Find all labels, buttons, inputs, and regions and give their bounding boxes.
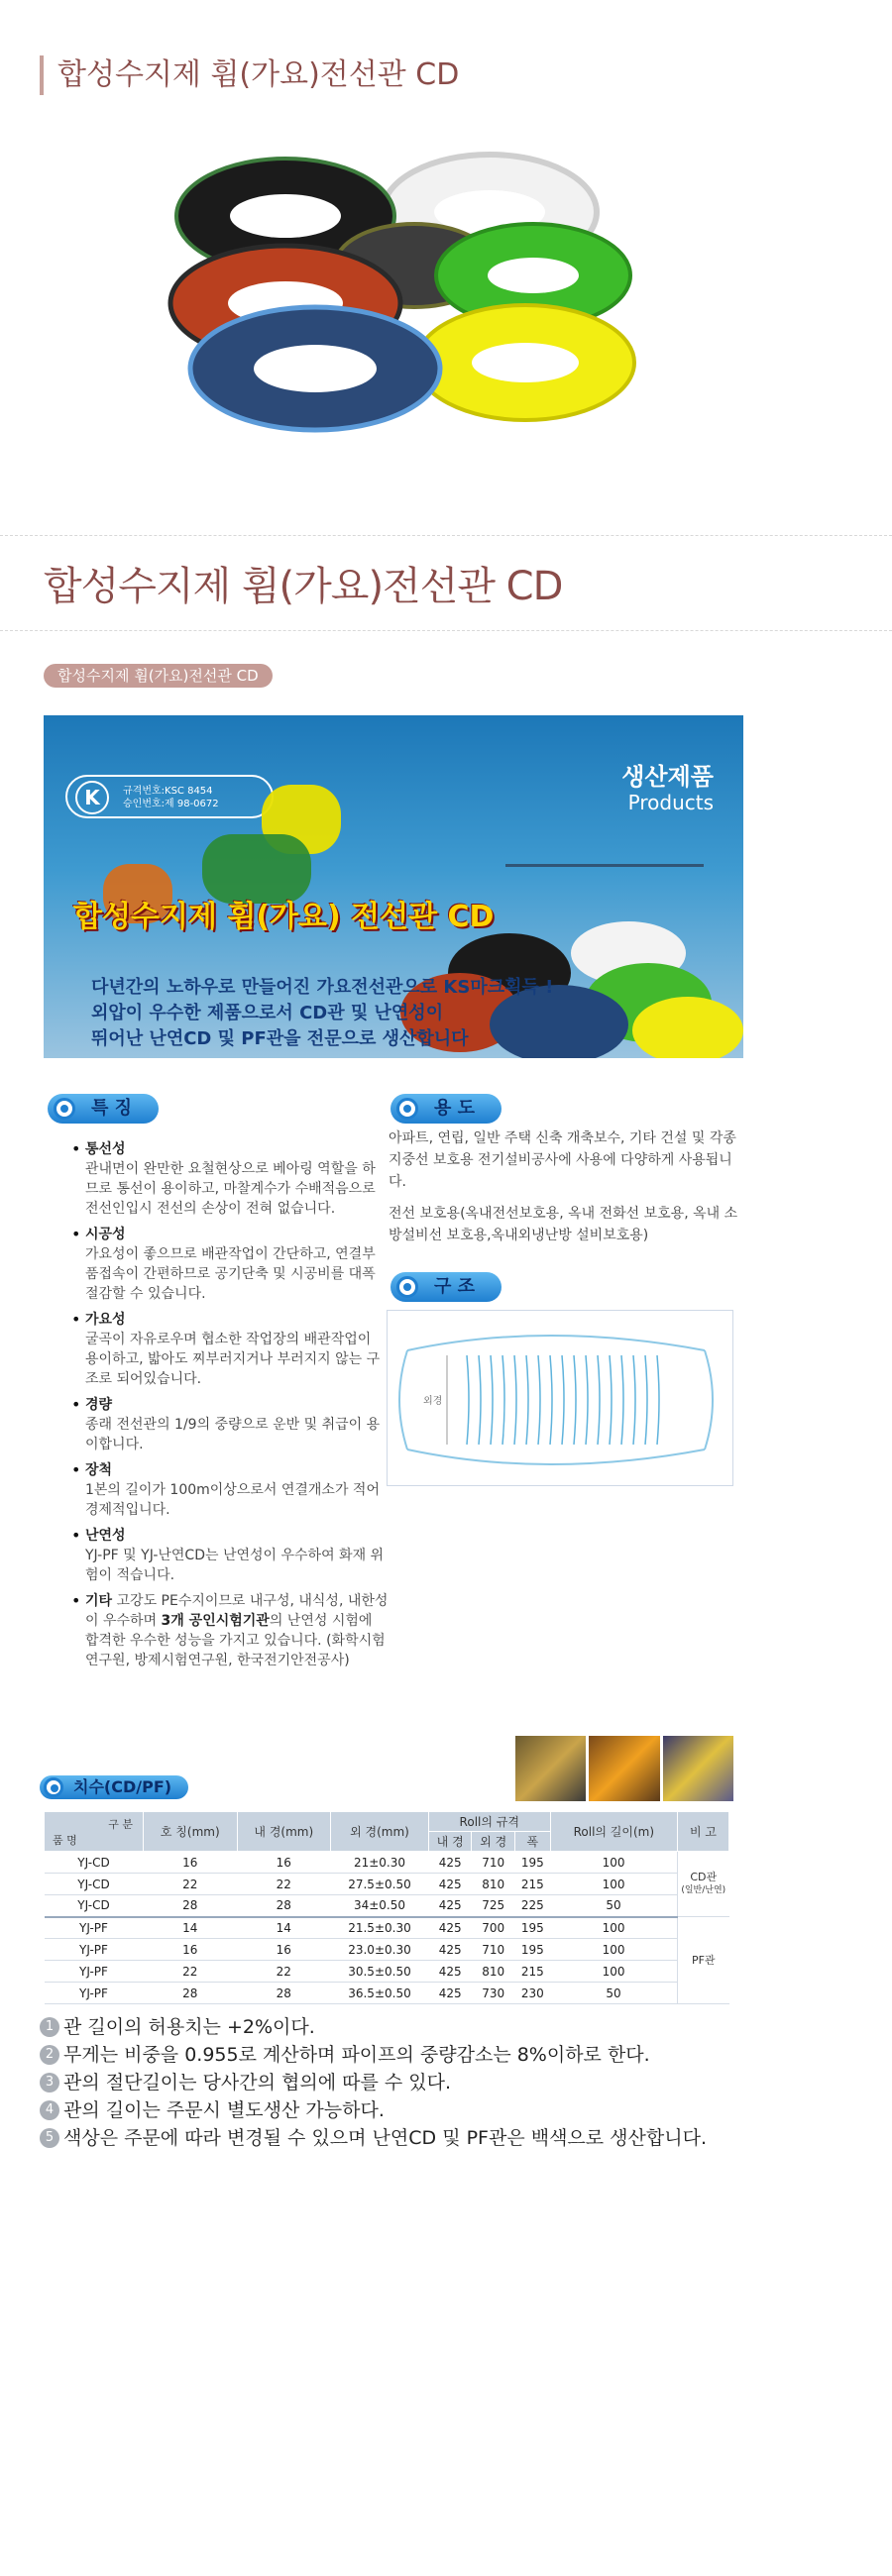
installation-photos <box>515 1736 733 1801</box>
column-header: 외 경(mm) <box>331 1812 429 1852</box>
usage-heading <box>390 1094 502 1124</box>
column-header: 외 경 <box>472 1832 515 1852</box>
banner-products-ko: 생산제품 <box>621 763 714 791</box>
list-item: • 기타 고강도 PE수지이므로 내구성, 내식성, 내한성이 우수하며 3개 공인시험기관의 난연성 시험에 합격한 우수한 성능을 가지고 있습니다. (화학시험연구원, 방제시험연구원, 한국전기안전공사) <box>71 1591 389 1670</box>
table-row: YJ-CD 16 16 21±0.30 425 710 195 100 CD관 (일반/난연) <box>45 1852 729 1874</box>
number-badge-icon: 3 <box>40 2073 59 2093</box>
note-item: 2 무게는 비중을 0.955로 계산하며 파이프의 중량감소는 8%이하로 한다. <box>40 2041 724 2069</box>
usage-text <box>389 1127 741 1256</box>
remark-pf: PF관 <box>678 1917 729 2004</box>
number-badge-icon: 5 <box>40 2128 59 2148</box>
column-header: Roll의 길이(m) <box>550 1812 677 1852</box>
structure-heading <box>390 1272 502 1302</box>
table-row: YJ-PF 22 22 30.5±0.50 425 810 215 100 <box>45 1961 729 1983</box>
banner-line: 다년간의 노하우로 만들어진 가요전선관으로 KS마크획득 ! <box>91 977 554 998</box>
features-heading <box>48 1094 159 1124</box>
column-header: 내 경(mm) <box>237 1812 331 1852</box>
banner-line: 외압이 우수한 제품으로서 CD관 및 난연성이 <box>91 1003 444 1023</box>
product-banner <box>44 715 743 1058</box>
photo-rebar <box>589 1736 659 1801</box>
bullet-icon <box>54 1098 75 1120</box>
bullet-icon <box>396 1098 418 1120</box>
banner-line: 뛰어난 난연CD 및 PF관을 전문으로 생산합니다 <box>91 1028 469 1049</box>
features-heading-label: 특 징 <box>91 1098 133 1119</box>
table-row: YJ-CD 28 28 34±0.50 425 725 225 50 <box>45 1895 729 1917</box>
list-item: • 가요성 굴곡이 자유로우며 협소한 작업장의 배관작업이 용이하고, 밟아도 찌부러지거나 부러지지 않는 구조로 되어있습니다. <box>71 1310 389 1389</box>
note-item: 5 색상은 주문에 따라 변경될 수 있으며 난연CD 및 PF관은 백색으로 생산합니다. <box>40 2124 724 2152</box>
column-header: 내 경 <box>428 1832 472 1852</box>
note-item: 1 관 길이의 허용치는 +2%이다. <box>40 2013 724 2041</box>
page-header-title: 합성수지제 휨(가요)전선관 CD <box>40 55 459 95</box>
list-item: • 장척 1본의 길이가 100m이상으로서 연결개소가 적어 경제적입니다. <box>71 1460 389 1520</box>
spec-heading-label: 치수(CD/PF) <box>73 1777 172 1796</box>
column-header: 폭 <box>515 1832 551 1852</box>
banner-products-en: Products <box>627 791 714 814</box>
list-item: • 통선성 관내면이 완만한 요철현상으로 베아링 역할을 하므로 통선이 용이하고, 마찰계수가 수배적음으로 전선인입시 전선의 손상이 전혀 없습니다. <box>71 1139 389 1219</box>
column-header: 호 칭(mm) <box>144 1812 238 1852</box>
list-item: • 경량 종래 전선관의 1/9의 중량으로 운반 및 취급이 용이합니다. <box>71 1395 389 1454</box>
bullet-icon <box>44 1777 63 1797</box>
usage-paragraph: 전선 보호용(옥내전선보호용, 옥내 전화선 보호용, 옥내 소방설비선 보호용,옥내외냉난방 설비보호용) <box>389 1206 738 1243</box>
photo-construction <box>515 1736 586 1801</box>
list-item: • 난연성 YJ-PF 및 YJ-난연CD는 난연성이 우수하여 화재 위험이 적습니다. <box>71 1526 389 1585</box>
list-item: • 시공성 가요성이 좋으므로 배관작업이 간단하고, 연결부품접속이 간편하므로 공기단축 및 시공비를 대폭절감할 수 있습니다. <box>71 1225 389 1304</box>
photo-worker <box>663 1736 733 1801</box>
divider <box>0 535 892 536</box>
divider <box>0 630 892 631</box>
table-row: YJ-PF 28 28 36.5±0.50 425 730 230 50 <box>45 1983 729 2004</box>
table-row: YJ-CD 22 22 27.5±0.50 425 810 215 100 <box>45 1874 729 1895</box>
remark-cd: CD관 (일반/난연) <box>678 1852 729 1917</box>
features-list <box>71 1139 389 1676</box>
cable-coils-image <box>157 137 644 476</box>
note-item: 4 관의 길이는 주문시 별도생산 가능하다. <box>40 2096 724 2124</box>
number-badge-icon: 4 <box>40 2100 59 2120</box>
note-item: 3 관의 절단길이는 당사간의 협의에 따를 수 있다. <box>40 2069 724 2096</box>
notes-list <box>40 2013 724 2152</box>
page-title: 합성수지제 휨(가요)전선관 CD <box>44 564 563 609</box>
column-header: 비 고 <box>678 1812 729 1852</box>
structure-heading-label: 구 조 <box>434 1276 476 1297</box>
usage-heading-label: 용 도 <box>434 1098 476 1119</box>
table-row: YJ-PF 16 16 23.0±0.30 425 710 195 100 <box>45 1939 729 1961</box>
bullet-icon <box>396 1276 418 1298</box>
banner-title: 합성수지제 휨(가요) 전선관 CD <box>73 900 495 934</box>
ks-standard-number: 규격번호:KSC 8454 <box>123 786 213 797</box>
corrugated-pipe-drawing <box>388 1311 732 1485</box>
ks-logo-icon: K <box>75 781 109 814</box>
number-badge-icon: 2 <box>40 2045 59 2065</box>
ks-approval-number: 승인번호:제 98-0672 <box>123 799 219 809</box>
number-badge-icon: 1 <box>40 2017 59 2037</box>
usage-paragraph: 아파트, 연립, 일반 주택 신축 개축보수, 기타 건설 및 각종 지중선 보호용 전기설비공사에 사용에 다양하게 사용됩니다. <box>389 1130 736 1190</box>
section-pill-label: 합성수지제 휨(가요)전선관 CD <box>44 664 273 688</box>
table-row: YJ-PF 14 14 21.5±0.30 425 700 195 100 PF관 <box>45 1917 729 1939</box>
structure-diagram <box>387 1310 733 1486</box>
spec-table <box>44 1811 729 2004</box>
spec-heading <box>40 1775 188 1799</box>
outer-diameter-label: 외경 <box>423 1396 443 1407</box>
table-corner-header: 구 분 품 명 <box>45 1812 144 1852</box>
column-header: Roll의 규격 <box>428 1812 550 1832</box>
